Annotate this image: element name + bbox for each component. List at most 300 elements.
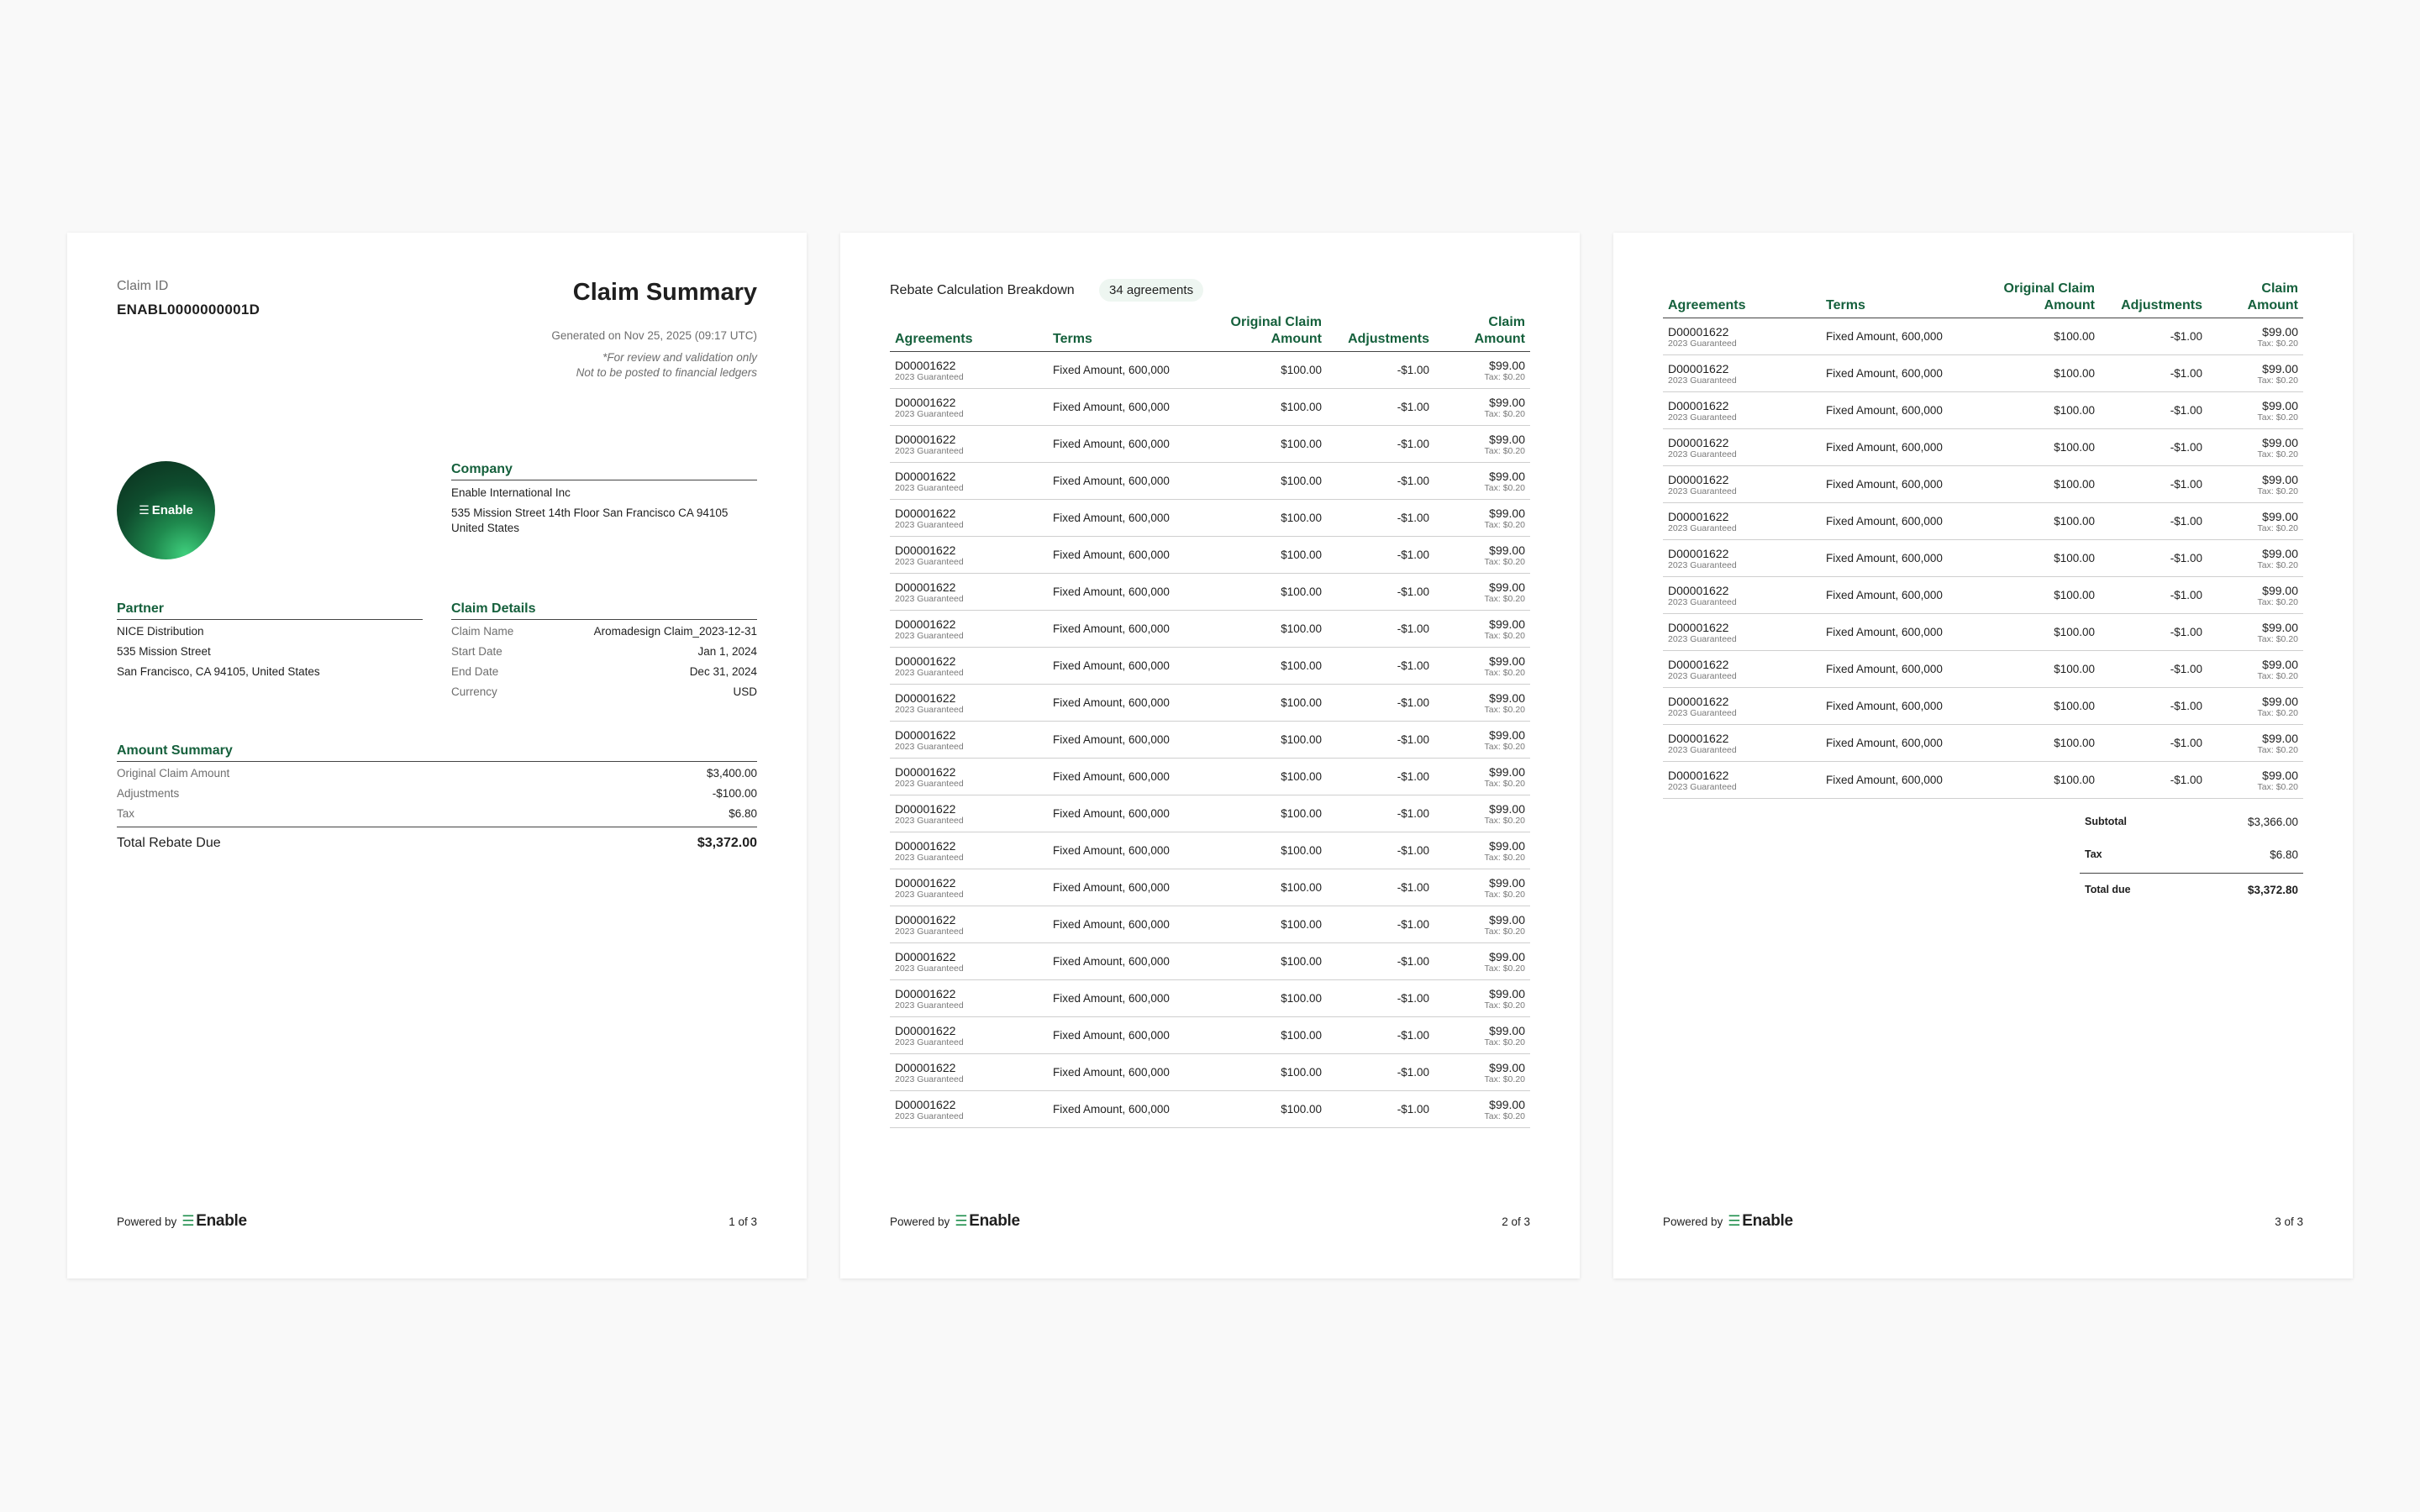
claim-tax-value: Tax: $0.20 — [2257, 707, 2298, 718]
enable-logo-icon: ☰ — [182, 1213, 195, 1229]
start-date-label: Start Date — [451, 645, 502, 658]
claim-tax-value: Tax: $0.20 — [2257, 338, 2298, 349]
claim-tax-value: Tax: $0.20 — [1484, 667, 1525, 678]
page-title: Claim Summary — [572, 279, 757, 306]
partner-street: 535 Mission Street — [117, 645, 211, 658]
table-row — [1663, 429, 2303, 466]
agreement-id: D00001622 — [895, 358, 956, 372]
claim-tax-value: Tax: $0.20 — [1484, 630, 1525, 641]
claim-amount-value: $99.00 — [1489, 764, 1525, 779]
table-row — [890, 611, 1530, 648]
agreement-type: 2023 Guaranteed — [895, 1110, 964, 1121]
claim-amount-cell — [1434, 500, 1530, 537]
original-amount-cell: $100.00 — [1206, 869, 1327, 906]
agreement-type: 2023 Guaranteed — [895, 889, 964, 900]
original-amount-cell: $100.00 — [1206, 1091, 1327, 1128]
terms-cell: Fixed Amount, 600,000 — [1821, 355, 1979, 392]
agreement-id: D00001622 — [1668, 657, 1729, 671]
agreement-type: 2023 Guaranteed — [895, 408, 964, 419]
claim-amount-value: $99.00 — [2262, 509, 2298, 523]
claim-amount-value: $99.00 — [1489, 727, 1525, 742]
agreement-id: D00001622 — [895, 764, 956, 779]
subtotal-row — [2080, 816, 2303, 828]
claim-amount-cell — [1434, 1017, 1530, 1054]
agreement-type: 2023 Guaranteed — [895, 556, 964, 567]
agreement-cell — [1663, 466, 1821, 503]
table-row — [1663, 318, 2303, 355]
start-date-value: Jan 1, 2024 — [697, 645, 757, 658]
claim-tax-value: Tax: $0.20 — [2257, 449, 2298, 459]
agreement-type: 2023 Guaranteed — [895, 963, 964, 974]
agreement-cell — [890, 759, 1048, 795]
agreement-type: 2023 Guaranteed — [895, 704, 964, 715]
end-date-value: Dec 31, 2024 — [689, 665, 757, 678]
agreement-type: 2023 Guaranteed — [1668, 670, 1737, 681]
table-row — [890, 537, 1530, 574]
claim-amount-cell — [1434, 611, 1530, 648]
adjustment-cell: -$1.00 — [2100, 540, 2207, 577]
table-row — [890, 685, 1530, 722]
original-amount-cell: $100.00 — [1206, 426, 1327, 463]
original-amount-row — [117, 767, 757, 780]
terms-cell: Fixed Amount, 600,000 — [1821, 614, 1979, 651]
claim-tax-value: Tax: $0.20 — [1484, 963, 1525, 974]
powered-by — [117, 1212, 247, 1231]
enable-logo-icon: ☰ — [955, 1213, 968, 1229]
terms-cell: Fixed Amount, 600,000 — [1048, 426, 1206, 463]
breakdown-continued-page — [1613, 233, 2353, 1278]
agreement-type: 2023 Guaranteed — [1668, 707, 1737, 718]
agreements-count-badge: 34 agreements — [1099, 279, 1203, 302]
agreement-id: D00001622 — [895, 469, 956, 483]
brand-name: Enable — [196, 1212, 247, 1230]
original-amount-cell: $100.00 — [1979, 725, 2100, 762]
claim-amount-value: $99.00 — [2262, 731, 2298, 745]
terms-cell: Fixed Amount, 600,000 — [1048, 463, 1206, 500]
table-row — [890, 463, 1530, 500]
agreement-cell — [890, 352, 1048, 389]
adjustment-cell: -$1.00 — [2100, 466, 2207, 503]
claim-amount-cell — [1434, 1054, 1530, 1091]
table-row — [1663, 614, 2303, 651]
terms-cell: Fixed Amount, 600,000 — [1048, 648, 1206, 685]
claim-summary-page — [67, 233, 807, 1278]
col-claim-amount: Claim Amount — [1434, 314, 1530, 352]
adjustments-value: -$100.00 — [712, 787, 757, 800]
agreement-type: 2023 Guaranteed — [1668, 633, 1737, 644]
agreements-table-body — [1663, 318, 2303, 799]
col-agreements: Agreements — [1663, 281, 1821, 318]
terms-cell: Fixed Amount, 600,000 — [1048, 832, 1206, 869]
original-amount-cell: $100.00 — [1206, 1017, 1327, 1054]
claim-amount-cell — [1434, 537, 1530, 574]
terms-cell: Fixed Amount, 600,000 — [1048, 574, 1206, 611]
terms-cell: Fixed Amount, 600,000 — [1048, 500, 1206, 537]
original-amount-cell: $100.00 — [1206, 759, 1327, 795]
review-note-line-1: *For review and validation only — [602, 351, 757, 364]
table-row — [890, 759, 1530, 795]
agreement-cell — [1663, 540, 1821, 577]
adjustment-cell: -$1.00 — [1327, 574, 1434, 611]
claim-amount-value: $99.00 — [2262, 768, 2298, 782]
agreement-id: D00001622 — [895, 727, 956, 742]
claim-tax-value: Tax: $0.20 — [1484, 815, 1525, 826]
tax-label: Tax — [117, 807, 135, 820]
claim-amount-cell — [2207, 429, 2303, 466]
claim-amount-value: $99.00 — [2262, 694, 2298, 708]
table-row — [1663, 540, 2303, 577]
col-original-line2: Amount — [1270, 332, 1322, 346]
table-row — [1663, 466, 2303, 503]
agreement-id: D00001622 — [1668, 398, 1729, 412]
claim-amount-value: $99.00 — [2262, 657, 2298, 671]
agreement-type: 2023 Guaranteed — [895, 926, 964, 937]
claim-amount-cell — [1434, 795, 1530, 832]
agreement-cell — [1663, 355, 1821, 392]
agreement-cell — [1663, 762, 1821, 799]
original-amount-cell: $100.00 — [1206, 980, 1327, 1017]
adjustment-cell: -$1.00 — [1327, 980, 1434, 1017]
agreement-cell — [1663, 688, 1821, 725]
table-row — [890, 500, 1530, 537]
original-amount-cell: $100.00 — [1206, 685, 1327, 722]
tax-value: $6.80 — [2270, 848, 2298, 861]
total-rebate-row — [117, 827, 757, 851]
claim-amount-cell — [2207, 503, 2303, 540]
claim-amount-value: $99.00 — [1489, 1097, 1525, 1111]
table-row — [890, 426, 1530, 463]
agreement-type: 2023 Guaranteed — [895, 519, 964, 530]
claim-tax-value: Tax: $0.20 — [1484, 482, 1525, 493]
claim-amount-cell — [1434, 943, 1530, 980]
original-amount-cell: $100.00 — [1206, 906, 1327, 943]
total-rebate-label: Total Rebate Due — [117, 836, 221, 850]
original-amount-cell: $100.00 — [1979, 651, 2100, 688]
terms-cell: Fixed Amount, 600,000 — [1821, 577, 1979, 614]
claim-amount-cell — [1434, 1091, 1530, 1128]
agreement-id: D00001622 — [895, 690, 956, 705]
table-header-row — [1663, 281, 2303, 318]
review-note-line-2: Not to be posted to financial ledgers — [576, 366, 757, 379]
claim-tax-value: Tax: $0.20 — [1484, 741, 1525, 752]
agreement-id: D00001622 — [895, 395, 956, 409]
claim-name-row — [451, 625, 757, 638]
col-original-line1: Original Claim — [1230, 315, 1322, 329]
enable-logo-icon: ☰ — [1728, 1213, 1741, 1229]
partner-heading: Partner — [117, 601, 423, 620]
table-row — [890, 795, 1530, 832]
original-amount-cell: $100.00 — [1979, 688, 2100, 725]
page-footer — [117, 1212, 757, 1231]
terms-cell: Fixed Amount, 600,000 — [1821, 392, 1979, 429]
terms-cell: Fixed Amount, 600,000 — [1048, 611, 1206, 648]
agreement-id: D00001622 — [895, 1097, 956, 1111]
adjustment-cell: -$1.00 — [1327, 722, 1434, 759]
table-row — [1663, 651, 2303, 688]
currency-row — [451, 685, 757, 698]
agreement-cell — [890, 1091, 1048, 1128]
original-amount-cell: $100.00 — [1206, 648, 1327, 685]
terms-cell: Fixed Amount, 600,000 — [1048, 389, 1206, 426]
adjustment-cell: -$1.00 — [1327, 648, 1434, 685]
claim-tax-value: Tax: $0.20 — [1484, 1000, 1525, 1011]
claim-amount-value: $99.00 — [2262, 361, 2298, 375]
agreement-id: D00001622 — [895, 801, 956, 816]
claim-tax-value: Tax: $0.20 — [1484, 519, 1525, 530]
original-amount-cell: $100.00 — [1979, 503, 2100, 540]
claim-amount-cell — [1434, 759, 1530, 795]
col-agreements: Agreements — [890, 314, 1048, 352]
original-amount-cell: $100.00 — [1979, 577, 2100, 614]
totals-summary — [2080, 816, 2303, 896]
agreement-type: 2023 Guaranteed — [1668, 375, 1737, 386]
claim-tax-value: Tax: $0.20 — [2257, 781, 2298, 792]
claim-tax-value: Tax: $0.20 — [1484, 926, 1525, 937]
partner-name: NICE Distribution — [117, 625, 204, 638]
claim-id-label: Claim ID — [117, 279, 169, 293]
tax-row — [117, 807, 757, 820]
claim-amount-value: $99.00 — [1489, 432, 1525, 446]
agreement-cell — [890, 463, 1048, 500]
powered-by-label: Powered by — [117, 1215, 177, 1228]
agreements-table — [890, 314, 1530, 1128]
agreement-cell — [890, 943, 1048, 980]
claim-amount-value: $99.00 — [1489, 949, 1525, 963]
col-adjustments: Adjustments — [1327, 314, 1434, 352]
claim-amount-value: $99.00 — [1489, 986, 1525, 1000]
claim-amount-value: $99.00 — [1489, 617, 1525, 631]
agreement-type: 2023 Guaranteed — [1668, 412, 1737, 423]
table-row — [890, 906, 1530, 943]
breakdown-title: Rebate Calculation Breakdown — [890, 283, 1075, 297]
agreement-cell — [1663, 503, 1821, 540]
agreement-type: 2023 Guaranteed — [895, 1037, 964, 1047]
agreement-id: D00001622 — [895, 838, 956, 853]
adjustment-cell: -$1.00 — [2100, 355, 2207, 392]
original-amount-cell: $100.00 — [1206, 722, 1327, 759]
claim-tax-value: Tax: $0.20 — [1484, 408, 1525, 419]
powered-by-label: Powered by — [1663, 1215, 1723, 1228]
partner-city: San Francisco, CA 94105, United States — [117, 665, 320, 678]
agreement-id: D00001622 — [895, 912, 956, 927]
claim-amount-cell — [2207, 614, 2303, 651]
brand-name: Enable — [1742, 1212, 1793, 1230]
terms-cell: Fixed Amount, 600,000 — [1048, 759, 1206, 795]
adjustment-cell: -$1.00 — [1327, 611, 1434, 648]
claim-tax-value: Tax: $0.20 — [2257, 559, 2298, 570]
claim-amount-value: $99.00 — [1489, 801, 1525, 816]
claim-tax-value: Tax: $0.20 — [1484, 704, 1525, 715]
terms-cell: Fixed Amount, 600,000 — [1821, 466, 1979, 503]
agreement-type: 2023 Guaranteed — [895, 1074, 964, 1084]
adjustments-row — [117, 787, 757, 800]
claim-amount-cell — [2207, 392, 2303, 429]
claim-tax-value: Tax: $0.20 — [2257, 596, 2298, 607]
currency-label: Currency — [451, 685, 497, 698]
agreement-id: D00001622 — [1668, 361, 1729, 375]
agreement-type: 2023 Guaranteed — [895, 371, 964, 382]
adjustment-cell: -$1.00 — [1327, 352, 1434, 389]
claim-amount-value: $99.00 — [1489, 875, 1525, 890]
agreement-type: 2023 Guaranteed — [1668, 522, 1737, 533]
start-date-row — [451, 645, 757, 658]
claim-amount-cell — [1434, 980, 1530, 1017]
agreement-id: D00001622 — [895, 580, 956, 594]
terms-cell: Fixed Amount, 600,000 — [1821, 762, 1979, 799]
adjustment-cell: -$1.00 — [2100, 614, 2207, 651]
original-amount-cell: $100.00 — [1206, 832, 1327, 869]
agreement-cell — [890, 537, 1048, 574]
agreement-type: 2023 Guaranteed — [895, 778, 964, 789]
agreement-type: 2023 Guaranteed — [1668, 559, 1737, 570]
agreement-type: 2023 Guaranteed — [1668, 486, 1737, 496]
claim-amount-value: $99.00 — [2262, 620, 2298, 634]
powered-by — [1663, 1212, 1793, 1231]
agreement-id: D00001622 — [1668, 731, 1729, 745]
company-heading: Company — [451, 462, 757, 480]
terms-cell: Fixed Amount, 600,000 — [1048, 722, 1206, 759]
agreement-cell — [890, 648, 1048, 685]
terms-cell: Fixed Amount, 600,000 — [1821, 651, 1979, 688]
claim-tax-value: Tax: $0.20 — [1484, 1037, 1525, 1047]
table-row — [1663, 688, 2303, 725]
claim-details-section — [451, 601, 757, 698]
total-due-value: $3,372.80 — [2247, 884, 2298, 896]
claim-amount-cell — [2207, 355, 2303, 392]
table-row — [890, 722, 1530, 759]
claim-tax-value: Tax: $0.20 — [1484, 593, 1525, 604]
original-amount-cell: $100.00 — [1206, 352, 1327, 389]
subtotal-label: Subtotal — [2085, 816, 2127, 827]
adjustment-cell: -$1.00 — [2100, 577, 2207, 614]
table-row — [1663, 762, 2303, 799]
claim-amount-cell — [2207, 540, 2303, 577]
adjustment-cell: -$1.00 — [2100, 688, 2207, 725]
brand-name: Enable — [969, 1212, 1020, 1230]
agreement-type: 2023 Guaranteed — [1668, 596, 1737, 607]
original-amount-label: Original Claim Amount — [117, 767, 230, 780]
table-row — [890, 869, 1530, 906]
table-row — [1663, 355, 2303, 392]
agreement-id: D00001622 — [895, 1060, 956, 1074]
adjustment-cell: -$1.00 — [1327, 426, 1434, 463]
terms-cell: Fixed Amount, 600,000 — [1048, 537, 1206, 574]
claim-tax-value: Tax: $0.20 — [1484, 889, 1525, 900]
agreement-id: D00001622 — [1668, 583, 1729, 597]
agreement-id: D00001622 — [895, 432, 956, 446]
amount-summary-section — [117, 743, 757, 851]
end-date-label: End Date — [451, 665, 499, 678]
claim-amount-cell — [1434, 352, 1530, 389]
agreement-type: 2023 Guaranteed — [895, 593, 964, 604]
company-section — [451, 462, 757, 536]
agreement-id: D00001622 — [895, 875, 956, 890]
agreement-cell — [890, 389, 1048, 426]
table-row — [890, 1054, 1530, 1091]
claim-name-value: Aromadesign Claim_2023-12-31 — [593, 625, 757, 638]
adjustment-cell: -$1.00 — [2100, 392, 2207, 429]
original-amount-cell: $100.00 — [1979, 318, 2100, 355]
table-row — [890, 832, 1530, 869]
agreement-id: D00001622 — [895, 543, 956, 557]
original-amount-cell: $100.00 — [1979, 540, 2100, 577]
original-amount-cell: $100.00 — [1206, 574, 1327, 611]
terms-cell: Fixed Amount, 600,000 — [1821, 540, 1979, 577]
table-row — [890, 1091, 1530, 1128]
agreement-type: 2023 Guaranteed — [895, 1000, 964, 1011]
partner-section — [117, 601, 423, 678]
agreement-cell — [890, 1017, 1048, 1054]
original-amount-cell: $100.00 — [1206, 537, 1327, 574]
claim-tax-value: Tax: $0.20 — [1484, 445, 1525, 456]
terms-cell: Fixed Amount, 600,000 — [1048, 1054, 1206, 1091]
terms-cell: Fixed Amount, 600,000 — [1048, 1091, 1206, 1128]
claim-tax-value: Tax: $0.20 — [2257, 522, 2298, 533]
adjustment-cell: -$1.00 — [1327, 1054, 1434, 1091]
adjustment-cell: -$1.00 — [1327, 943, 1434, 980]
claim-amount-value: $99.00 — [2262, 435, 2298, 449]
claim-amount-cell — [2207, 577, 2303, 614]
terms-cell: Fixed Amount, 600,000 — [1048, 685, 1206, 722]
adjustment-cell: -$1.00 — [2100, 503, 2207, 540]
original-amount-cell: $100.00 — [1979, 355, 2100, 392]
terms-cell: Fixed Amount, 600,000 — [1048, 906, 1206, 943]
terms-cell: Fixed Amount, 600,000 — [1821, 318, 1979, 355]
claim-amount-value: $99.00 — [1489, 469, 1525, 483]
table-row — [890, 980, 1530, 1017]
claim-amount-value: $99.00 — [1489, 690, 1525, 705]
brand-logo — [182, 1212, 246, 1231]
tax-row — [2080, 848, 2303, 861]
table-row — [890, 1017, 1530, 1054]
total-due-label: Total due — [2085, 884, 2131, 895]
agreement-cell — [1663, 392, 1821, 429]
table-row — [890, 574, 1530, 611]
agreement-cell — [1663, 318, 1821, 355]
agreement-id: D00001622 — [895, 986, 956, 1000]
claim-amount-cell — [1434, 906, 1530, 943]
original-amount-cell: $100.00 — [1206, 611, 1327, 648]
adjustment-cell: -$1.00 — [1327, 1017, 1434, 1054]
adjustment-cell: -$1.00 — [1327, 500, 1434, 537]
agreement-type: 2023 Guaranteed — [1668, 449, 1737, 459]
adjustment-cell: -$1.00 — [1327, 463, 1434, 500]
original-amount-cell: $100.00 — [1206, 795, 1327, 832]
table-row — [1663, 503, 2303, 540]
table-row — [890, 389, 1530, 426]
terms-cell: Fixed Amount, 600,000 — [1048, 869, 1206, 906]
claim-amount-cell — [1434, 463, 1530, 500]
claim-tax-value: Tax: $0.20 — [2257, 744, 2298, 755]
original-amount-cell: $100.00 — [1206, 500, 1327, 537]
agreement-id: D00001622 — [1668, 509, 1729, 523]
table-row — [890, 648, 1530, 685]
claim-tax-value: Tax: $0.20 — [2257, 670, 2298, 681]
agreement-type: 2023 Guaranteed — [895, 815, 964, 826]
agreement-id: D00001622 — [895, 949, 956, 963]
col-claim-amount: Claim Amount — [2207, 281, 2303, 318]
claim-amount-value: $99.00 — [1489, 838, 1525, 853]
agreement-cell — [890, 685, 1048, 722]
claim-amount-cell — [2207, 651, 2303, 688]
agreements-table — [1663, 281, 2303, 799]
claim-amount-cell — [2207, 318, 2303, 355]
agreement-cell — [1663, 429, 1821, 466]
claim-amount-cell — [2207, 466, 2303, 503]
agreement-id: D00001622 — [895, 1023, 956, 1037]
adjustment-cell: -$1.00 — [1327, 685, 1434, 722]
claim-amount-cell — [1434, 869, 1530, 906]
